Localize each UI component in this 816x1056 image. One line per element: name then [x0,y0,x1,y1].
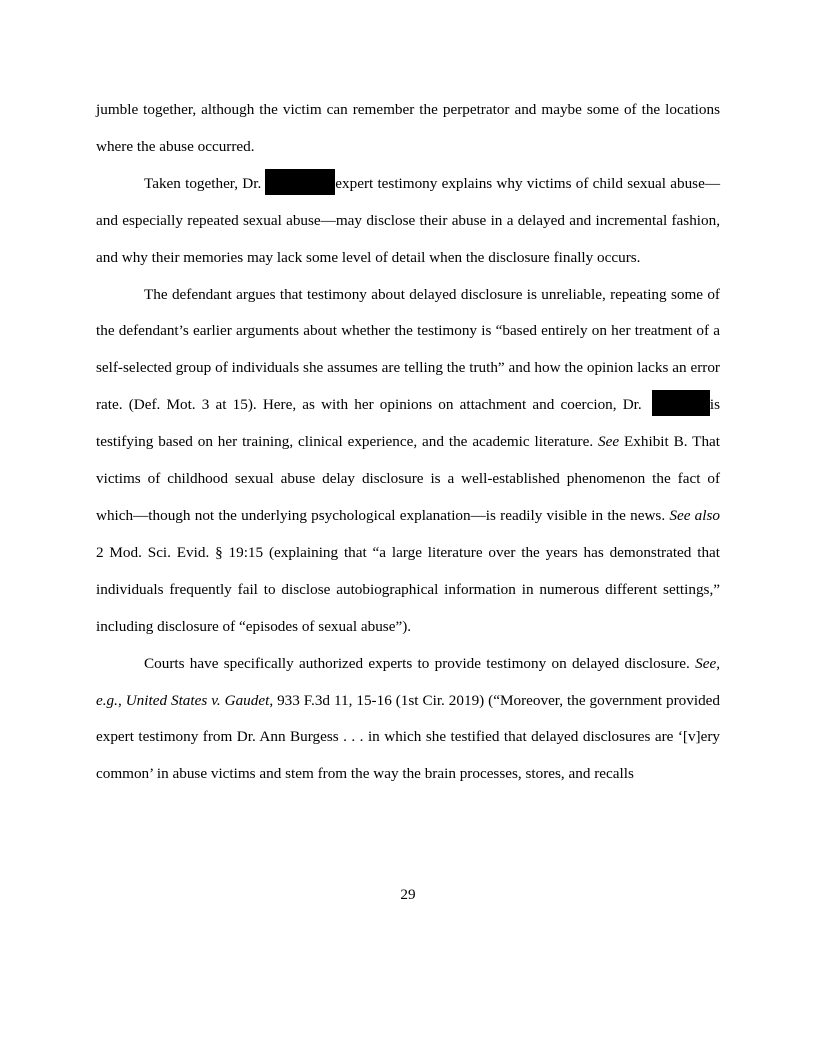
paragraph-text: is testifying based on her training, clinical experience, and the academic literature. [96,396,720,451]
document-body [96,92,720,793]
paragraph-text: Exhibit B. That victims of childhood sexual abuse delay disclosure is a well-established phenomenon the fact of which—though not the underlying psychological explanation—is readily visible in the news. [96,433,720,524]
paragraph-argument [96,277,720,646]
paragraph-continuation [96,92,720,166]
page-number: 29 [400,886,416,903]
redaction-box [265,169,335,195]
paragraph-text: 2 Mod. Sci. Evid. § 19:15 (explaining that “a large literature over the years has demonstrated that individuals frequently fail to disclose autobiographical information in numerous different settings,” including disclosure of “episodes of sexual abuse”). [96,543,720,635]
redaction-box [652,390,710,416]
paragraph-text: expert testimony explains why victims of child sexual abuse—and especially repeated sexual abuse—may disclose their abuse in a delayed and incremental fashion, and why their memories may lack some level of detail when the disclosure finally occurs. [96,174,721,266]
citation-signal: See [598,433,620,451]
paragraph-authority [96,646,720,794]
paragraph-text: , 933 F.3d 11, 15-16 (1st Cir. 2019) (“Moreover, the government provided expert testimony from Dr. Ann Burgess . . . in which she testified that delayed disclosures are ‘[v]ery common’ in abuse victims and stem from the way the brain processes, stores, and recalls [96,691,721,783]
paragraph-text: Courts have specifically authorized experts to provide testimony on delayed disclosure. [144,654,690,672]
paragraph-text: The defendant argues that testimony about delayed disclosure is unreliable, repeating some of the defendant’s earlier arguments about whether the testimony is “based entirely on her treatment of a self-selected group of individuals she assumes are telling the truth” and how the opinion lacks an error rate. (Def. Mot. 3 at 15). Here, as with her opinions on attachment and coercion, Dr. [96,285,720,414]
citation-signal: See, e.g. [96,654,720,709]
citation-signal: See also [669,506,720,524]
paragraph-text: Taken together, Dr. [144,174,262,192]
paragraph-summary [96,166,720,277]
case-name: United States v. Gaudet [125,691,270,709]
paragraph-text: , [117,691,126,709]
paragraph-text: jumble together, although the victim can remember the perpetrator and maybe some of the locations where the abuse occurred. [96,101,720,155]
